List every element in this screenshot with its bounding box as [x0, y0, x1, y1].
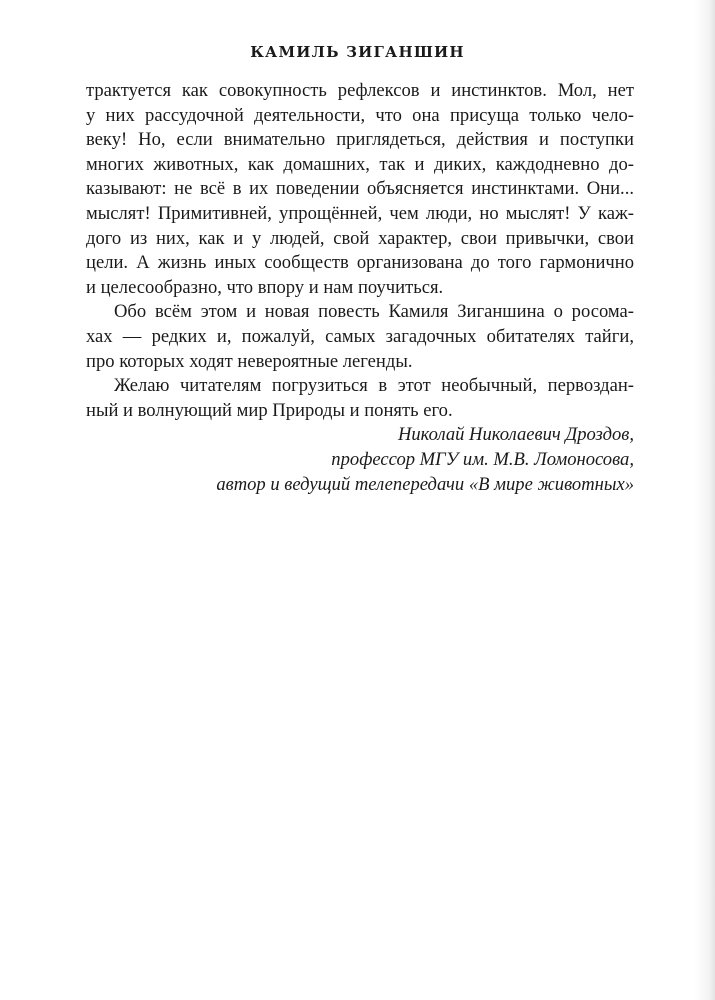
- page-edge-shadow: [695, 0, 715, 1000]
- text-line: про которых ходят невероятные легенды.: [86, 350, 413, 372]
- text-line: мыслят! Примитивней, упрощённей, чем люди, но мыслят! У каж-: [86, 202, 634, 224]
- running-header: КАМИЛЬ ЗИГАНШИН: [250, 43, 465, 61]
- text-line: ный и волнующий мир Природы и понять его.: [86, 399, 453, 421]
- text-line: дого из них, как и у людей, свой характер, свои привычки, свои: [86, 227, 634, 249]
- text-line: веку! Но, если внимательно приглядеться, действия и поступки: [86, 129, 634, 151]
- text-line: казывают: не всё в их поведении объясняется инстинктами. Они...: [86, 178, 634, 200]
- signature-role: автор и ведущий телепередачи «В мире животных»: [216, 473, 634, 495]
- text-line: хах — редких и, пожалуй, самых загадочных обитателях тайги,: [86, 325, 634, 347]
- signature-name: Николай Николаевич Дроздов,: [397, 424, 634, 446]
- text-line: цели. А жизнь иных сообществ организована до того гармонично: [86, 252, 634, 274]
- text-line: трактуется как совокупность рефлексов и инстинктов. Мол, нет: [86, 80, 634, 101]
- body-text: [86, 79, 634, 497]
- signature-position: профессор МГУ им. М.В. Ломоносова,: [331, 448, 634, 470]
- paragraph-start-line: Обо всём этом и новая повесть Камиля Зиганшина о росома-: [114, 301, 634, 323]
- text-line: многих животных, как домашних, так и диких, каждодневно до-: [86, 153, 634, 175]
- text-line: и целесообразно, что впору и нам поучиться.: [86, 276, 444, 298]
- paragraph-start-line: Желаю читателям погрузиться в этот необычный, первоздан-: [114, 375, 634, 397]
- text-line: у них рассудочной деятельности, что она присуща только чело-: [86, 104, 634, 126]
